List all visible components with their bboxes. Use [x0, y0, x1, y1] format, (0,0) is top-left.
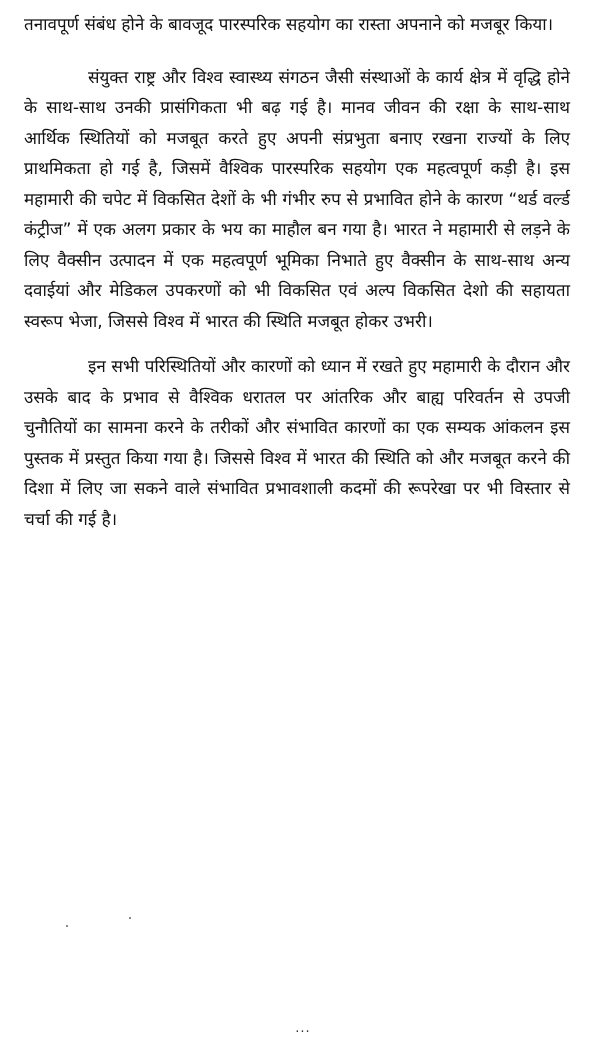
scan-speck: [129, 917, 131, 919]
page-footer-mark: ...: [295, 1021, 311, 1036]
paragraph-book-summary: इन सभी परिस्थितियों और कारणों को ध्यान में रखते हुए महामारी के दौरान और उसके बाद के प्रभाव से वैश्विक धरातल पर आंतरिक और बाह्य परिवर्तन से उपजी चुनौतियों का सामना करने के तरीकों और संभावित कारणों का एक सम्यक आंकलन इस पुस्तक में प्रस्तुत किया गया है। जिससे विश्व में भारत की स्थिति को और मजबूत करने की दिशा में लिए जा सकने वाले संभावित प्रभावशाली कदमों की रूपरेखा पर भी विस्तार से चर्चा की गई है।: [24, 357, 570, 530]
paragraph-institutions: संयुक्त राष्ट्र और विश्व स्वास्थ्य संगठन जैसी संस्थाओं के कार्य क्षेत्र में वृद्धि होने के साथ-साथ उनकी प्रासंगिकता भी बढ़ गई है। मानव जीवन की रक्षा के साथ-साथ आर्थिक स्थितियों को मजबूत करते हुए अपनी संप्रभुता बनाए रखना राज्यों के लिए प्राथमिकता हो गई है, जिसमें वैश्विक पारस्परिक सहयोग एक महत्वपूर्ण कड़ी है। इस महामारी की चपेट में विकसित देशों के भी गंभीर रुप से प्रभावित होने के कारण “थर्ड वर्ल्ड कंट्रीज” में एक अलग प्रकार के भय का माहौल बन गया है। भारत ने महामारी से लड़ने के लिए वैक्सीन उत्पादन में एक महत्वपूर्ण भूमिका निभाते हुए वैक्सीन के साथ-साथ अन्य दवाईयां और मेडिकल उपकरणों को भी विकसित एवं अल्प विकसित देशो की सहायता स्वरूप भेजा, जिससे विश्व में भारत की स्थिति मजबूत होकर उभरी।: [24, 67, 570, 332]
scan-speck: [66, 925, 68, 927]
paragraph-continuation: तनावपूर्ण संबंध होने के बावजूद पारस्परिक सहयोग का रास्ता अपनाने को मजबूर किया।: [24, 15, 554, 35]
